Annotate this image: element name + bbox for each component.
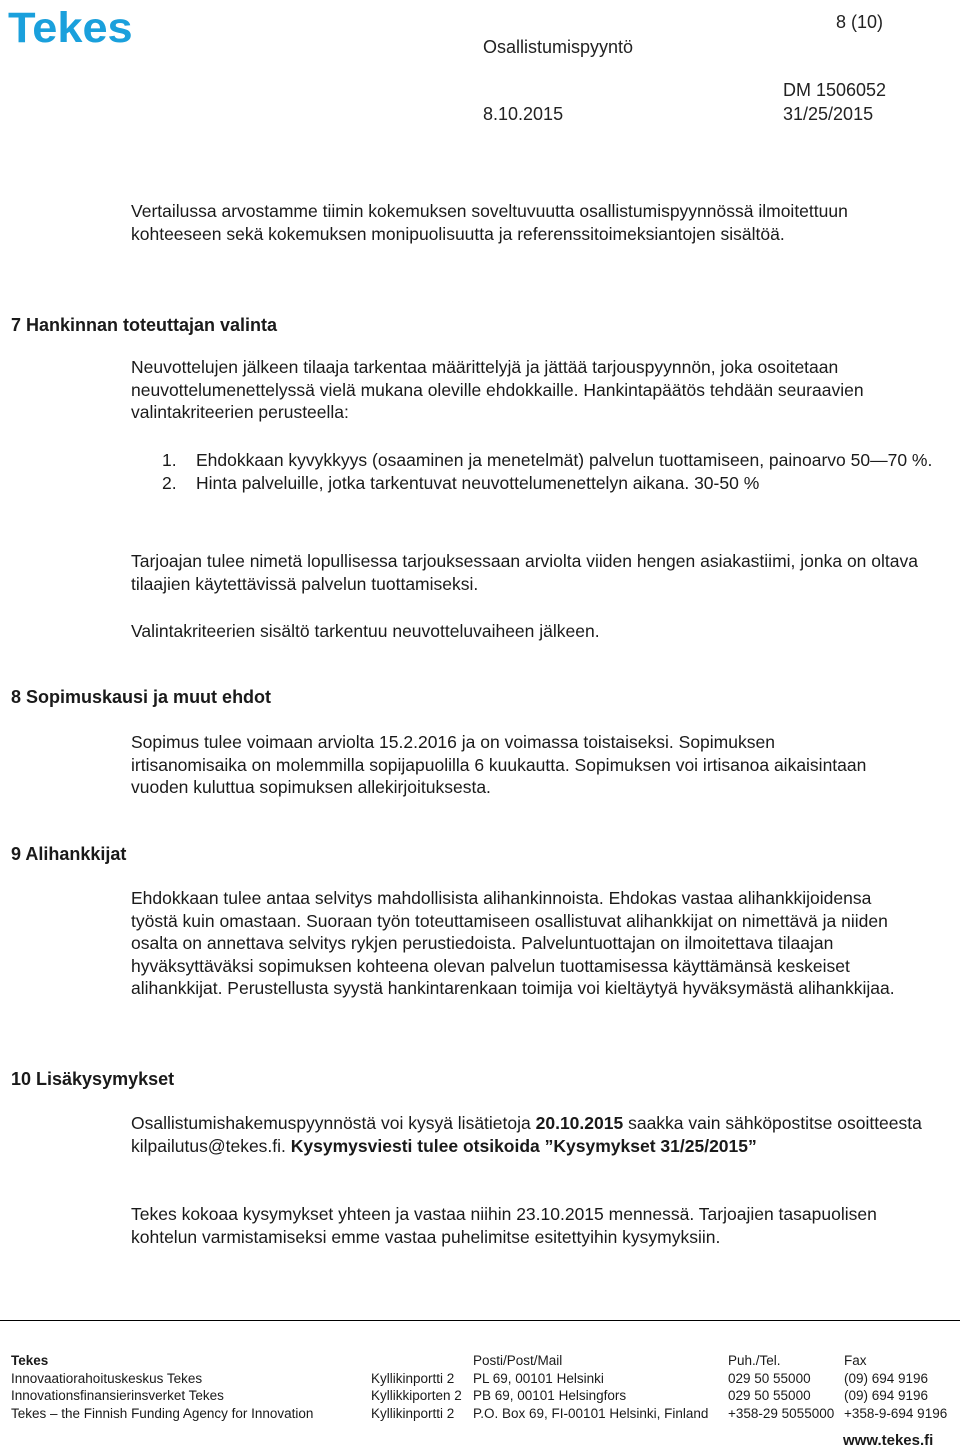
footer-street-line: Kyllikinportti 2	[371, 1370, 455, 1386]
criteria-number: 2.	[162, 472, 177, 493]
section-10-paragraph-1	[131, 1112, 931, 1157]
criteria-item	[162, 449, 952, 472]
footer-org-name: Tekes	[11, 1353, 49, 1368]
document-reference: 31/25/2015	[783, 104, 874, 124]
footer-fax-line: (09) 694 9196	[844, 1388, 929, 1403]
page-number: 8 (10)	[836, 12, 884, 32]
footer-column-street	[371, 1352, 462, 1422]
footer-phone-line: +358-29 5055000	[728, 1405, 835, 1421]
footer-column-fax	[844, 1352, 947, 1422]
footer-phone-label: Puh./Tel.	[728, 1353, 781, 1368]
criteria-text: Hinta palveluille, jotka tarkentuvat neuvottelumenettelyn aikana. 30-50 %	[196, 472, 760, 493]
section-8-paragraph: Sopimus tulee voimaan arviolta 15.2.2016 ja on voimassa toistaiseksi. Sopimuksen irtisanomisaika on molemmilla sopijapuolilla 6 kuukautta. Sopimuksen voi irtisanoa aikaisintaan vuoden kuluttua sopimuksen allekirjoituksesta.	[131, 732, 867, 797]
questions-deadline: 20.10.2015	[535, 1113, 624, 1133]
footer-fax-line: +358-9-694 9196	[844, 1405, 948, 1421]
footer-org-line: Innovationsfinansierinsverket Tekes	[11, 1388, 224, 1403]
footer-phone-line: 029 50 55000	[728, 1370, 811, 1386]
section-7-heading: 7 Hankinnan toteuttajan valinta	[11, 315, 278, 335]
footer-divider	[0, 1320, 960, 1321]
questions-subject-instruction: Kysymysviesti tulee otsikoida ”Kysymykset 31/25/2015”	[290, 1135, 757, 1156]
footer-street-line: Kyllikinportti 2	[371, 1405, 455, 1421]
criteria-list	[162, 449, 952, 494]
footer-mail-line: P.O. Box 69, FI-00101 Helsinki, Finland	[473, 1405, 709, 1421]
footer-column-mail	[473, 1352, 708, 1422]
footer-street-line	[371, 1352, 462, 1370]
questions-text: Osallistumishakemuspyynnöstä voi kysyä lisätietoja	[131, 1113, 536, 1133]
footer-website-link[interactable]: www.tekes.fi	[843, 1432, 934, 1449]
section-10-heading: 10 Lisäkysymykset	[11, 1069, 175, 1089]
footer-fax-label: Fax	[844, 1353, 867, 1368]
footer-phone-line: 029 50 55000	[728, 1388, 811, 1403]
footer-mail-label: Posti/Post/Mail	[473, 1353, 563, 1368]
section-9-paragraph: Ehdokkaan tulee antaa selvitys mahdollisista alihankinnoista. Ehdokas vastaa alihankkijoidensa työstä kuin omastaan. Suoraan työn toteuttamiseen osallistuvat alihankkijat on nimettävä ja niiden osalta on annettava selvitys rykjen perustiedoista. Palveluntuottajan on ilmoitettava tilaajan hyväksyttäväksi sopimuksen kohteena olevan palvelun tuottamisessa käyttämänsä keskeiset alihankkijat. Perustellusta syystä hankintarenkaan toimija voi kieltäytyä hyväksymästä alihankkijaa.	[131, 888, 895, 998]
criteria-note-paragraph: Valintakriteerien sisältö tarkentuu neuvotteluvaiheen jälkeen.	[131, 621, 600, 641]
footer-column-organization	[11, 1352, 313, 1422]
criteria-number: 1.	[162, 450, 177, 470]
criteria-item	[162, 472, 952, 495]
criteria-text: Ehdokkaan kyvykkyys (osaaminen ja menetelmät) palvelun tuottamiseen, painoarvo 50—70 %.	[196, 450, 933, 470]
tekes-logo: Tekes	[8, 4, 133, 52]
section-9-heading: 9 Alihankkijat	[11, 844, 127, 864]
document-date: 8.10.2015	[483, 104, 564, 124]
section-8-heading: 8 Sopimuskausi ja muut ehdot	[11, 687, 272, 707]
footer-column-phone	[728, 1352, 834, 1422]
questions-email-text: saakka vain sähköpostitse osoitteesta kilpailutus@tekes.fi.	[131, 1113, 922, 1156]
section-7-paragraph: Neuvottelujen jälkeen tilaaja tarkentaa määrittelyjä ja jättää tarjouspyynnön, joka osoitetaan neuvottelumenettelyssä vielä mukana oleville ehdokkaille. Hankintapäätös tehdään seuraavien valintakriteerien perusteella:	[131, 357, 864, 422]
team-paragraph: Tarjoajan tulee nimetä lopullisessa tarjouksessaan arviolta viiden hengen asiakastiimi, jonka on oltava tilaajien käytettävissä palvelun tuottamiseksi.	[131, 551, 918, 594]
footer-fax-line: (09) 694 9196	[844, 1370, 929, 1386]
section-10-paragraph-2: Tekes kokoaa kysymykset yhteen ja vastaa niihin 23.10.2015 mennessä. Tarjoajien tasapuolisen kohtelun varmistamiseksi emme vastaa puhelimitse esitettyihin kysymyksiin.	[131, 1204, 877, 1247]
document-id: DM 1506052	[783, 80, 887, 100]
footer-org-line: Innovaatiorahoituskeskus Tekes	[11, 1370, 203, 1386]
footer-mail-line: PB 69, 00101 Helsingfors	[473, 1388, 627, 1403]
intro-paragraph: Vertailussa arvostamme tiimin kokemuksen soveltuvuutta osallistumispyynnössä ilmoitettuun kohteeseen sekä kokemuksen monipuolisuutta ja referenssitoimeksiantojen sisältöä.	[131, 201, 848, 244]
footer-mail-line: PL 69, 00101 Helsinki	[473, 1370, 604, 1386]
footer-street-line: Kyllikkiporten 2	[371, 1388, 462, 1403]
footer-org-line: Tekes – the Finnish Funding Agency for Innovation	[11, 1405, 314, 1421]
document-title: Osallistumispyyntö	[483, 37, 634, 57]
